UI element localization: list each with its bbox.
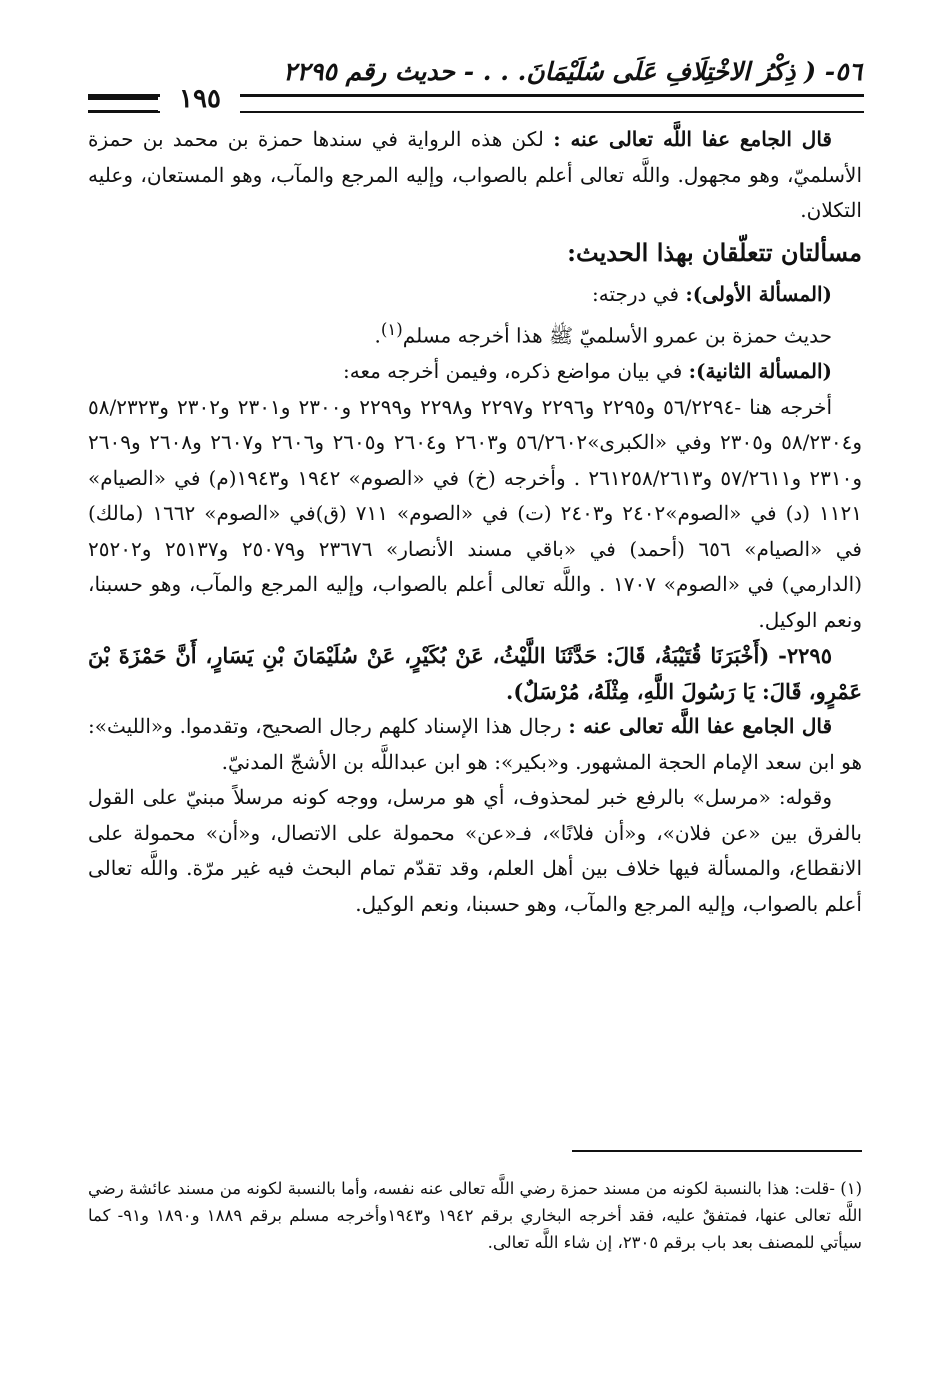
header-rule-left (88, 97, 158, 113)
masala-1-body (88, 312, 862, 354)
footnote-separator (572, 1150, 862, 1152)
masala-1-label: (المسألة الأولى): (685, 281, 832, 306)
paragraph-mursal-explanation: وقوله: «مرسل» بالرفع خبر لمحذوف، أي هو مرسل، ووجه كونه مرسلاً مبنيّ على القول بالفرق بين «عن فلان»، و«أن فلانًا»، فـ«عن» محمولة على الاتصال، و«أن» محمولة على الانقطاع، والمسألة فيها خلاف بين أهل العلم، وقد تقدّم تمام البحث فيه غير مرّة. واللَّه تعالى أعلم بالصواب، وإليه المرجع والمآب، وهو حسبنا، ونعم الوكيل. (88, 785, 862, 916)
masala-1-body-text: حديث حمزة بن عمرو الأسلميّ ﷺ هذا أخرجه مسلم (402, 323, 832, 348)
paragraph-jami-comment-2 (88, 709, 862, 780)
hadith-2295: ٢٢٩٥- (أَخْبَرَنَا قُتَيْبَةُ، قَالَ: حَدَّثَنَا اللَّيْثُ، عَنْ بُكَيْرٍ، عَنْ سُلَيْمَانَ بْنِ يَسَارٍ، أَنَّ حَمْزَةَ بْنَ عَمْرٍو، قَالَ: يَا رَسُولَ اللَّهِ، مِثْلَهُ، مُرْسَلٌ). (88, 643, 862, 704)
masala-2-label: (المسألة الثانية): (688, 359, 832, 384)
masala-1-text: في درجته: (592, 281, 686, 306)
section-heading: مسألتان تتعلّقان بهذا الحديث: (567, 237, 862, 267)
paragraph-jami-comment-1 (88, 122, 862, 229)
page-number: ١٩٥ (160, 82, 240, 116)
masala-1-end: . (374, 323, 381, 348)
masala-2-text: في بيان مواضع ذكره، وفيمن أخرجه معه: (343, 359, 689, 384)
footnote-reference[interactable]: (١) (380, 320, 403, 339)
footnote-text: (١) -قلت: هذا بالنسبة لكونه من مسند حمزة رضي اللَّه تعالى عنه نفسه، وأما بالنسبة لكونه من مسند عائشة رضي اللَّه تعالى عنها، فمتفقٌ عليه، فقد أخرجه البخاري برقم ١٩٤٢ و١٩٤٣وأخرجه مسلم برقم ١٨٨٩ و١٨٩٠ و٩١- كما سيأتي للمصنف بعد باب برقم ٢٣٠٥، إن شاء اللَّه تعالى. (88, 1179, 862, 1252)
jami-text-2: رجال هذا الإسناد كلهم رجال الصحيح، وتقدموا. و«الليث»: هو ابن سعد الإمام الحجة المشهور. و«بكير»: هو ابن عبداللَّه بن الأشجّ المدنيّ. (88, 714, 862, 774)
jami-text-1: لكن هذه الرواية في سندها حمزة بن محمد بن حمزة الأسلميّ، وهو مجهول. واللَّه تعالى أعلم بالصواب، وإليه المرجع والمآب، وهو المستعان، وعليه التكلان. (88, 127, 862, 222)
footnote-1 (88, 1175, 862, 1256)
jami-label-2: قال الجامع عفا اللَّه تعالى عنه : (568, 714, 832, 739)
masala-2-title (88, 354, 862, 390)
jami-label-1: قال الجامع عفا اللَّه تعالى عنه : (553, 127, 832, 151)
takhrij-paragraph: أخرجه هنا -٥٦/٢٢٩٤ و٢٢٩٥ و٢٢٩٦ و٢٢٩٧ و٢٢٩٨ و٢٢٩٩ و٢٣٠٠ و٢٣٠١ و٢٣٠٢ و٥٨/٢٣٢٣ و٥٨/٢٣٠٤ و٢٣٠٥ وفي «الكبرى»٥٦/٢٦٠٢ و٢٦٠٣ و٢٦٠٤ و٢٦٠٥ و٢٦٠٦ و٢٦٠٧ و٢٦٠٨ و٢٦٠٩ و٢٣١٠ و٥٧/٢٦١١ و٢٦١٢٥٨/٢٦١٣ . وأخرجه (خ) في «الصوم» ١٩٤٢ و١٩٤٣(م) في «الصيام» ١١٢١ (د) في «الصوم»٢٤٠٢ و٢٤٠٣ (ت) في «الصوم» ٧١١ (ق)في «الصوم» ١٦٦٢ (مالك) في «الصيام» ٦٥٦ (أحمد) في «باقي مسند الأنصار» ٢٣٦٧٦ و٢٥٠٧٩ و٢٥١٣٧ و٢٥٢٠٢ (الدارمي) في «الصوم» ١٧٠٧ . واللَّه تعالى أعلم بالصواب، وإليه المرجع والمآب، وهو حسبنا، ونعم الوكيل. (88, 394, 863, 632)
running-header-title: ٥٦- ( ذِكْرُ الاخْتِلَافِ عَلَى سُلَيْمَانَ. . . - حديث رقم ٢٢٩٥ (283, 57, 862, 86)
masala-1-title (88, 277, 862, 313)
main-text (88, 122, 862, 922)
